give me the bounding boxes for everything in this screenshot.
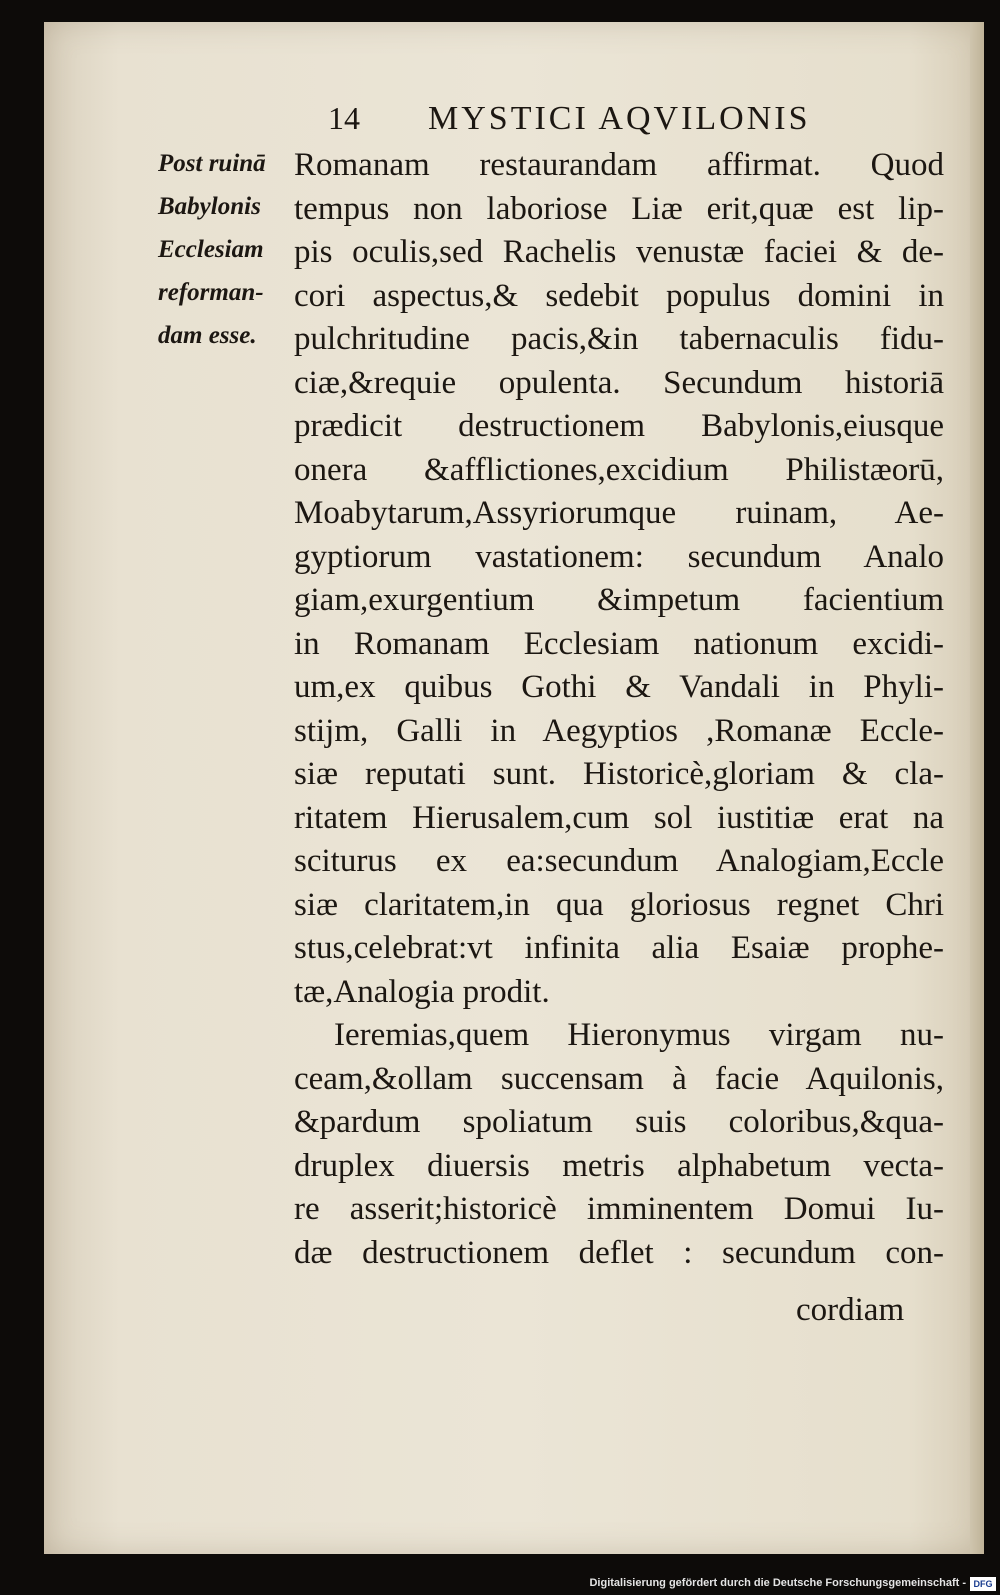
marginal-note-line: Post ruinā <box>158 150 266 177</box>
text-line: druplex diuersis metris alphabetum vecta- <box>294 1147 944 1184</box>
text-line: tæ,Analogia prodit. <box>294 973 550 1010</box>
catchword: cordiam <box>796 1292 905 1328</box>
text-line: pis oculis,sed Rachelis venustæ faciei & de- <box>294 234 944 270</box>
text-line: sciturus ex ea:secundum Analogiam,Eccle <box>294 843 944 879</box>
text-line: Ieremias,quem Hieronymus virgam nu- <box>334 1017 944 1053</box>
text-line: ceam,&ollam succensam à facie Aquilonis, <box>294 1060 944 1097</box>
marginal-note-line: dam esse. <box>158 322 257 349</box>
body-text <box>294 144 944 1275</box>
text-line: cori aspectus,& sedebit populus domini in <box>294 277 944 314</box>
marginal-note <box>158 142 298 357</box>
text-line: tempus non laboriose Liæ erit,quæ est lip- <box>294 190 944 227</box>
marginal-note-line: Babylonis <box>158 193 261 220</box>
marginal-note-line: Ecclesiam <box>158 236 264 263</box>
page-number: 14 <box>328 100 360 136</box>
text-line: &pardum spoliatum suis coloribus,&qua- <box>294 1104 944 1140</box>
text-line: ciæ,&requie opulenta. Secundum historiā <box>294 364 944 401</box>
text-line: stijm, Galli in Aegyptios ,Romanæ Eccle- <box>294 712 944 749</box>
book-page <box>44 22 984 1554</box>
text-line: siæ claritatem,in qua gloriosus regnet Chri <box>294 886 944 923</box>
text-line: Moabytarum,Assyriorumque ruinam, Ae- <box>294 495 944 531</box>
page-header <box>44 100 984 140</box>
footer-bar <box>0 1555 1000 1595</box>
page-edge <box>970 22 984 1554</box>
text-line: Romanam restaurandam affirmat. Quod <box>294 147 944 183</box>
text-line: stus,celebrat:vt infinita alia Esaiæ prophe- <box>294 930 944 966</box>
text-line: pulchritudine pacis,&in tabernaculis fidu- <box>294 321 944 357</box>
text-line: giam,exurgentium &impetum facientium <box>294 582 944 618</box>
text-line: onera &afflictiones,excidium Philistæorū, <box>294 451 944 488</box>
running-head: MYSTICI AQVILONIS <box>428 100 811 137</box>
text-line: in Romanam Ecclesiam nationum excidi- <box>294 625 944 662</box>
text-line: siæ reputati sunt. Historicè,gloriam & cla- <box>294 756 944 792</box>
text-line: dæ destructionem deflet : secundum con- <box>294 1234 944 1271</box>
digitization-credit: Digitalisierung gefördert durch die Deutsche Forschungsgemeinschaft - <box>589 1577 966 1589</box>
text-line: re asserit;historicè imminentem Domui Iu- <box>294 1191 944 1227</box>
text-line: ritatem Hierusalem,cum sol iustitiæ erat na <box>294 799 944 836</box>
marginal-note-line: reforman- <box>158 279 264 306</box>
text-line: gyptiorum vastationem: secundum Analo <box>294 538 944 575</box>
dfg-logo-icon: DFG <box>970 1577 996 1591</box>
text-line: um,ex quibus Gothi & Vandali in Phyli- <box>294 669 944 705</box>
text-line: prædicit destructionem Babylonis,eiusque <box>294 408 944 444</box>
